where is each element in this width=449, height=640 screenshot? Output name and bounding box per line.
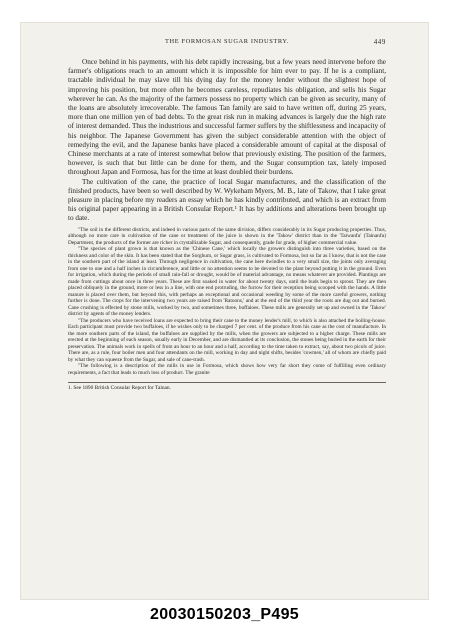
image-caption: 20030150203_P495 <box>150 606 299 623</box>
essay-paragraph: "The species of plant grown is that known as the 'Chinese Cane,' which locally the growers distinguish into three varieties, based on the thickness and color of the skin. It has been stated that the Sorghum, or Sugar grass, is cultivated to Formosa, but so far as I know, that is not the case in the southern part of the island at least. Through negligence in cultivation, the cane here dwindles to a very small size, the joints only averaging from one to one and a half inches in circumference, and little or no attention seems to be devoted to the plant beyond putting it in the ground. Even for irrigation, which during the periods of small rain-fall or drought, would be of material advantage, no means whatever are provided. Plantings are made from cuttings about once in three years. These are first soaked in water for about twenty days, until the buds begin to sprout. They are then placed obliquely in the ground, more or less in a line, with one end protruding, the furrow for their reception being scooped with the hands. A little manure is placed over them, but beyond this, with perhaps an exceptional and occasional weeding by some of the more careful growers, nothing further is done. The crops for the intervening two years are raised from 'Ratoons,' and at the end of the third year the roots are dug out and burned. Cane crushing is effected by stone mills, worked by two, and sometimes three, buffaloes. These mills are generally set up and owned in the 'Takow' district by agents of the money lenders. <box>68 246 386 318</box>
page-number: 449 <box>373 38 386 46</box>
scanned-page <box>20 22 429 600</box>
document-page <box>68 36 386 596</box>
body-paragraph: Once behind in his payments, with his debt rapidly increasing, but a few years need intervene before the farmer's obligations reach to an amount which it is impossible for him ever to pay. If he is a compliant, tractable individual he may slave till his dying day for the money lender without the slightest hope of improving his position, but more often he becomes careless, repudiates his obligation, and sells his Sugar wherever he can. As the majority of the farmers possess no property which can be given as security, many of the loans are absolutely irrecoverable. The famous Tan family are said to have written off, during 25 years, more than one million yen of bad debts. To the great risk run in making advances is largely due the high rate of interest demanded. Thus the industrious and successful farmer suffers by the shiftlessness and incapacity of his neighbor. The Japanese Government has given the subject considerable attention with the object of remedying the evil, and the Japanese banks have placed a considerable amount of capital at the disposal of Chinese merchants at a rate of interest somewhat below that previously existing. The position of the farmers, however, is such that but little can be done for them, and the Sugar consumption tax, lately imposed throughout Japan and Formosa, has for the time at least doubled their burdens. <box>68 58 386 177</box>
body-text <box>68 58 386 224</box>
running-head <box>68 36 386 48</box>
essay-paragraph: "The soil in the different districts, and indeed in various parts of the same division, differs considerably in its Sugar producing properties. Thus, although no more care in cultivation of the cane or treatment of the juice is shown in the 'Takow' district than in the 'Taiwanfu' (Tainanfu) Department, the products of the former are richer in crystallizable Sugar, and consequently, grade for grade, of higher commercial value. <box>68 226 386 246</box>
running-head-title: THE FORMOSAN SUGAR INDUSTRY. <box>165 38 289 45</box>
footnote-divider <box>68 382 386 383</box>
quoted-essay <box>68 227 386 377</box>
essay-paragraph: "The producers who have received loans are expected to bring their cane to the money lender's mill, to which is also attached the boiling-house. Each participant must provide two buffaloes, if he wishes only to be charged 7 per cent. of the produce from his cane as the cost of manufacture. In the more southern parts of the island, the buffaloes are supplied by the mills, when the growers are subjected to a higher charge. These mills are erected at the beginning of each season, usually early in December, and are dismantled at its conclusion, the stones being buried in the earth for their preservation. The animals work in spells of from an hour to an hour and a half, according to the time taken to extract, say, about two picols of juice. There are, as a rule, four boiler men and four attendants on the mill, working in day and night shifts, besides 'cowmen,' all of whom are chiefly paid by what they can squeeze from the Sugar, and sale of cane-trash. <box>68 317 386 363</box>
footnote: 1. See 1890 British Consular Report for Tainan. <box>68 385 171 392</box>
essay-paragraph: "The following is a description of the mills in use in Formosa, which shows how very far short they come of fulfilling even ordinary requirements, a fact that leads to much loss of product. The granite <box>68 363 386 376</box>
body-paragraph: The cultivation of the cane, the practice of local Sugar manufactures, and the classification of the finished products, have been so well described by W. Wykeham Myers, M. B., late of Takow, that I take great pleasure in placing before my readers an essay which he has kindly contributed, and which is an extract from his original paper appearing in a British Consular Report.¹ It has by additions and alterations been brought up to date. <box>68 177 386 223</box>
